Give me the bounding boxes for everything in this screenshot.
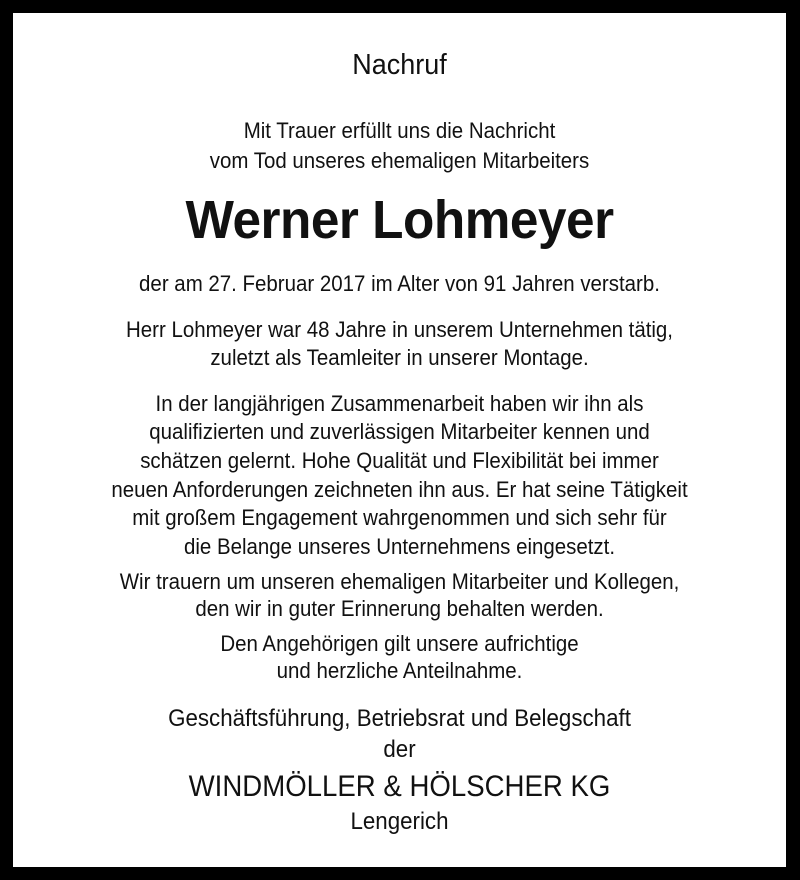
tribute-line-3: schätzen gelernt. Hohe Qualität und Flexibilität bei immer [140,448,659,473]
intro-line-1: Mit Trauer erfüllt uns die Nachricht [243,118,556,143]
signature-connector: der [383,736,416,763]
deceased-name: Werner Lohmeyer [185,190,614,250]
mourning-line-2: den wir in guter Erinnerung behalten werden. [195,596,604,621]
condolence-line-1: Den Angehörigen gilt unsere aufrichtige [220,631,579,656]
condolence-line-2: und herzliche Anteilnahme. [276,658,523,683]
company-location: Lengerich [350,808,449,835]
tribute-line-6: die Belange unseres Unternehmens eingesetzt. [183,534,616,559]
career-line-1: Herr Lohmeyer war 48 Jahre in unserem Unternehmen tätig, [125,317,673,342]
career-line-2: zuletzt als Teamleiter in unserer Montage. [210,345,589,370]
tribute-line-1: In der langjährigen Zusammenarbeit haben wir ihn als [155,391,644,416]
intro-line-2: vom Tod unseres ehemaligen Mitarbeiters [209,148,590,173]
signature-groups: Geschäftsführung, Betriebsrat und Belegschaft [168,705,631,732]
company-name: WINDMÖLLER & HÖLSCHER KG [188,770,611,803]
tribute-line-4: neuen Anforderungen zeichneten ihn aus. Er hat seine Tätigkeit [111,477,688,502]
mourning-line-1: Wir trauern um unseren ehemaligen Mitarbeiter und Kollegen, [119,569,680,594]
notice-heading: Nachruf [352,49,447,81]
death-line: der am 27. Februar 2017 im Alter von 91 Jahren verstarb. [139,271,660,296]
tribute-line-2: qualifizierten und zuverlässigen Mitarbeiter kennen und [149,419,650,444]
tribute-line-5: mit großem Engagement wahrgenommen und sich sehr für [132,505,667,530]
obituary-notice [13,13,786,867]
